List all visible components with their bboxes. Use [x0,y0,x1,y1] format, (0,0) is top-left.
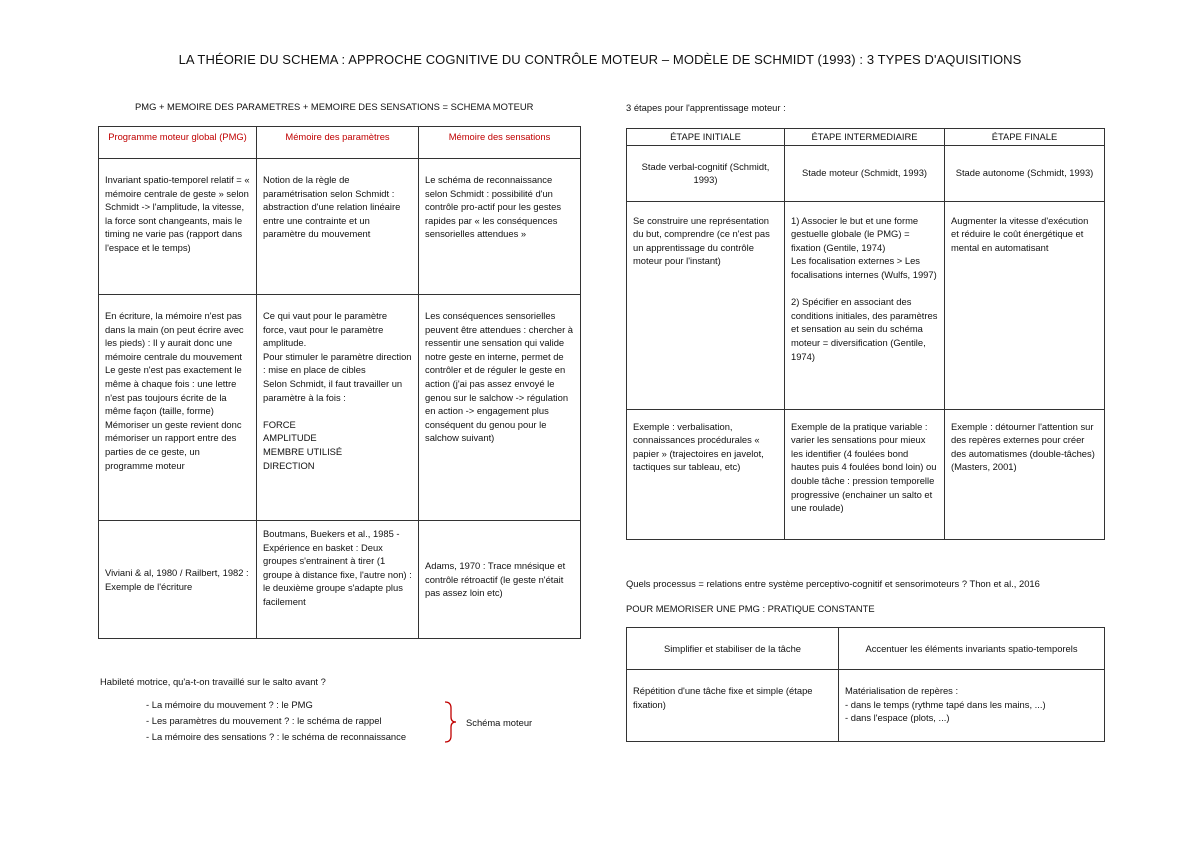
page-title: LA THÉORIE DU SCHEMA : APPROCHE COGNITIVE DU CONTRÔLE MOTEUR – MODÈLE DE SCHMIDT (1993) : 3 TYPES D'AQUISITIONS [178,52,1022,67]
goal-initial: Se construire une représentation du but, comprendre (ce n'est pas un apprentissage du contrôle moteur pour l'instant) [627,201,785,409]
pmg-header-accentuer: Accentuer les éléments invariants spatio-temporels [839,628,1105,670]
list-item: - Les paramètres du mouvement ? : le schéma de rappel [146,715,382,726]
example-finale: Exemple : détourner l'attention sur des repères externes pour créer des automatismes (double-tâches) (Masters, 2001) [945,409,1105,539]
header-finale: ÉTAPE FINALE [945,129,1105,146]
list-item: - La mémoire des sensations ? : le schéma de reconnaissance [146,731,407,742]
cell-sensations-reference: Adams, 1970 : Trace mnésique et contrôle rétroactif (le geste n'était pas assez loin etc) [419,521,581,639]
pmg-cell-repetition: Répétition d'une tâche fixe et simple (étape fixation) [627,670,839,742]
cell-pmg-example: En écriture, la mémoire n'est pas dans la main (on peut écrire avec les pieds) : Il y aurait donc une mémoire centrale du mouvement Le geste n'est pas exactement le même à chaque fois : une lettre n'est pas toujours écrite de la même façon (taille, forme) Mémoriser un geste revient donc mémoriser un rapport entre des parties de ce geste, un programme moteur [99,295,257,521]
pmg-table [626,627,1105,742]
stages-table [626,128,1105,540]
pmg-cell-reperes: Matérialisation de repères : - dans le temps (rythme tapé dans les mains, ...) - dans l'espace (plots, ...) [839,670,1105,742]
red-brace-icon [442,700,458,744]
stages-intro: 3 étapes pour l'apprentissage moteur : [626,102,786,113]
header-pmg: Programme moteur global (PMG) [99,127,257,159]
example-intermediaire: Exemple de la pratique variable : varier les sensations pour mieux les identifier (4 foulées bond hautes puis 4 foulées bond loin) ou double tâche : pression temporelle progressive (enchainer un salto et une roulade) [785,409,945,539]
pmg-header-simplifier: Simplifier et stabiliser de la tâche [627,628,839,670]
brace-label: Schéma moteur [466,717,533,728]
header-initial: ÉTAPE INITIALE [627,129,785,146]
cell-sensations-example: Les conséquences sensorielles peuvent être attendues : chercher à ressentir une sensation qui valide notre geste en interne, permet de contrôler et de réguler le geste en action (j'ai pas assez envoyé le genou sur le salchow -> régulation en action -> engagement plus conséquent du genou pour le salchow suivant) [419,295,581,521]
memory-list [146,698,406,746]
equation-text: PMG + MEMOIRE DES PARAMETRES + MEMOIRE DES SENSATIONS = SCHEMA MOTEUR [135,101,534,112]
pmg-section-title: POUR MEMORISER UNE PMG : PRATIQUE CONSTANTE [626,603,875,614]
goal-intermediaire: 1) Associer le but et une forme gestuelle globale (le PMG) = fixation (Gentile, 1974) Les focalisation externes > Les focalisations internes (Wulfs, 1997) 2) Spécifier en associant des conditions initiales, des paramètres et sensation au sein du schéma moteur = diversification (Gentile, 1974) [785,201,945,409]
list-item: - La mémoire du mouvement ? : le PMG [146,699,313,710]
stage-finale: Stade autonome (Schmidt, 1993) [945,145,1105,201]
example-initial: Exemple : verbalisation, connaissances procédurales « papier » (trajectoires en javelot, tactiques sur tableau, etc) [627,409,785,539]
stage-initial: Stade verbal-cognitif (Schmidt, 1993) [627,145,785,201]
header-intermediaire: ÉTAPE INTERMEDIAIRE [785,129,945,146]
cell-pmg-reference: Viviani & al, 1980 / Railbert, 1982 : Exemple de l'écriture [99,521,257,639]
stage-intermediaire: Stade moteur (Schmidt, 1993) [785,145,945,201]
cell-parametres-example: Ce qui vaut pour le paramètre force, vaut pour le paramètre amplitude. Pour stimuler le paramètre direction : mise en place de cibles Selon Schmidt, il faut travailler un paramètre à la fois : FORCE AMPLITUDE MEMBRE UTILISÉ DIRECTION [257,295,419,521]
cell-parametres-reference: Boutmans, Buekers et al., 1985 - Expérience en basket : Deux groupes s'entrainent à tirer (1 groupe à distance fixe, l'autre non) : le deuxième groupe s'adapte plus facilement [257,521,419,639]
cell-pmg-definition: Invariant spatio-temporel relatif = « mémoire centrale de geste » selon Schmidt -> l'amplitude, la vitesse, la force sont changeants, mais le timing ne varie pas (rapport dans l'espace et le temps) [99,159,257,295]
memory-table [98,126,581,639]
header-sensations: Mémoire des sensations [419,127,581,159]
header-parametres: Mémoire des paramètres [257,127,419,159]
question-text: Habileté motrice, qu'a-t-on travaillé sur le salto avant ? [100,676,326,687]
cell-sensations-definition: Le schéma de reconnaissance selon Schmidt : possibilité d'un contrôle pro-actif pour les gestes rapides par « les conséquences sensorielles attendues » [419,159,581,295]
cell-parametres-definition: Notion de la règle de paramétrisation selon Schmidt : abstraction d'une relation linéaire entre une contrainte et un paramètre du mouvement [257,159,419,295]
goal-finale: Augmenter la vitesse d'exécution et réduire le coût énergétique et mental en automatisant [945,201,1105,409]
process-question: Quels processus = relations entre système perceptivo-cognitif et sensorimoteurs ? Thon et al., 2016 [626,578,1040,589]
